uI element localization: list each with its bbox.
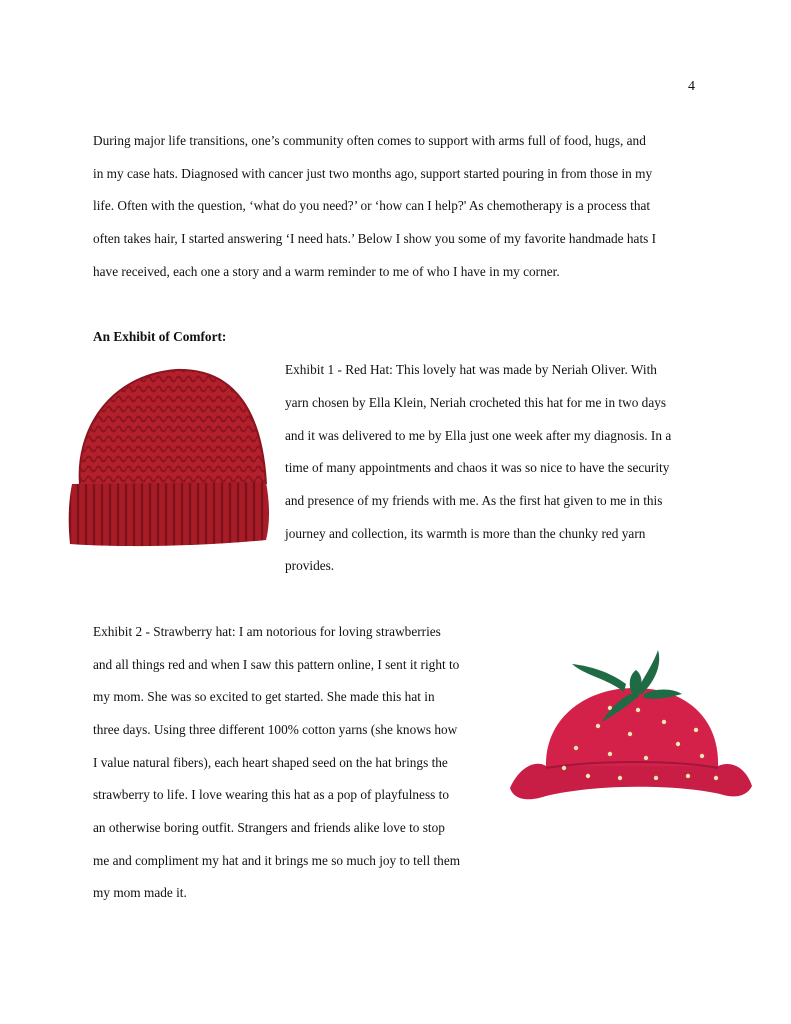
- exhibit2-line: my mom made it.: [93, 885, 187, 900]
- exhibit1-line: yarn chosen by Ella Klein, Neriah crocheted this hat for me in two days: [285, 395, 667, 410]
- exhibit1-line: time of many appointments and chaos it was so nice to have the security: [285, 460, 670, 475]
- exhibit1-line: and presence of my friends with me. As the first hat given to me in this: [285, 493, 663, 508]
- exhibit1-line: Exhibit 1 - Red Hat: This lovely hat was made by Neriah Oliver. With: [285, 362, 657, 377]
- intro-line: have received, each one a story and a warm reminder to me of who I have in my corner.: [93, 264, 560, 279]
- exhibit2-line: an otherwise boring outfit. Strangers and friends alike love to stop: [93, 820, 445, 835]
- section-heading: An Exhibit of Comfort:: [93, 329, 227, 344]
- intro-line: in my case hats. Diagnosed with cancer just two months ago, support started pouring in from those in my: [93, 166, 653, 181]
- exhibit1-line: and it was delivered to me by Ella just one week after my diagnosis. In a: [285, 428, 672, 443]
- exhibit2-line: and all things red and when I saw this pattern online, I sent it right to: [93, 657, 460, 672]
- exhibit2-line: strawberry to life. I love wearing this hat as a pop of playfulness to: [93, 787, 449, 802]
- intro-line: During major life transitions, one’s community often comes to support with arms full of food, hugs, and: [93, 133, 646, 148]
- exhibit2-line: I value natural fibers), each heart shaped seed on the hat brings the: [93, 755, 448, 770]
- exhibit2-line: my mom. She was so excited to get started. She made this hat in: [93, 689, 435, 704]
- exhibit2-line: Exhibit 2 - Strawberry hat: I am notorious for loving strawberries: [93, 624, 441, 639]
- red-hat-image: [66, 364, 272, 550]
- intro-line: life. Often with the question, ‘what do you need?’ or ‘how can I help?' As chemotherapy is a process that: [93, 198, 651, 213]
- intro-line: often takes hair, I started answering ‘I need hats.’ Below I show you some of my favorite handmade hats I: [93, 231, 657, 246]
- strawberry-hat-image: [506, 648, 754, 814]
- exhibit2-line: three days. Using three different 100% cotton yarns (she knows how: [93, 722, 458, 737]
- exhibit2-line: me and compliment my hat and it brings me so much joy to tell them: [93, 853, 461, 868]
- page-number: 4: [688, 79, 695, 94]
- exhibit1-line: provides.: [285, 558, 335, 573]
- exhibit1-line: journey and collection, its warmth is more than the chunky red yarn: [285, 526, 646, 541]
